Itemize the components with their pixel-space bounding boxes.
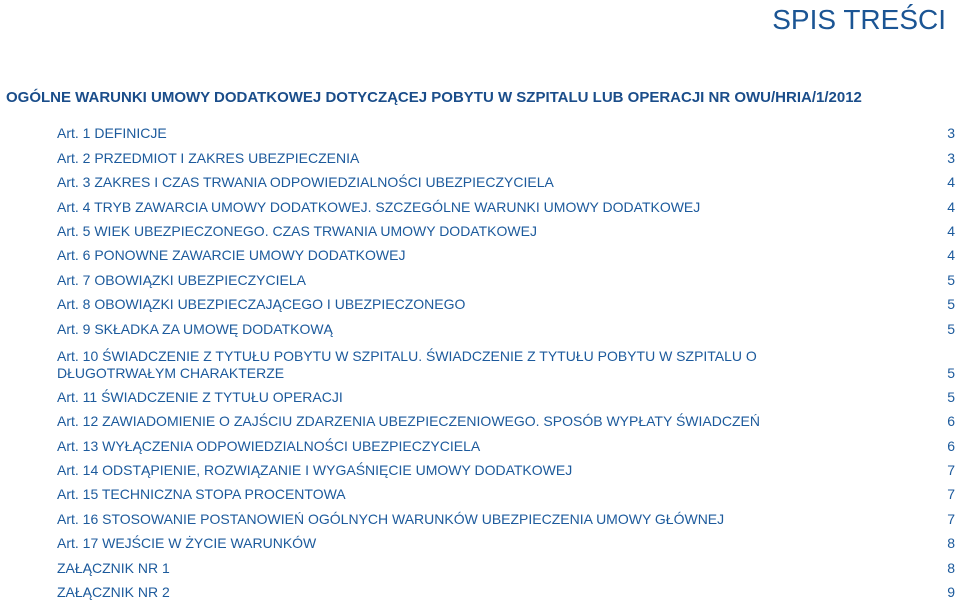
toc-entry-label: Art. 17 WEJŚCIE W ŻYCIE WARUNKÓW	[57, 535, 317, 552]
toc-entry-page: 4	[947, 222, 955, 239]
toc-entry-art-4[interactable]	[57, 194, 955, 218]
toc-entry-art-6[interactable]	[57, 243, 955, 267]
toc-entry-label: Art. 2 PRZEDMIOT I ZAKRES UBEZPIECZENIA	[57, 149, 360, 166]
toc-entry-page: 8	[947, 559, 955, 576]
toc-entry-page: 7	[947, 462, 955, 479]
section-heading: OGÓLNE WARUNKI UMOWY DODATKOWEJ DOTYCZĄCEJ POBYTU W SZPITALU LUB OPERACJI NR OWU/HRIA/1/2012	[6, 89, 862, 106]
toc-entry-label: ZAŁĄCZNIK NR 1	[57, 559, 170, 576]
toc-entry-page: 3	[947, 125, 955, 142]
toc-entry-page: 6	[947, 437, 955, 454]
toc-entry-page: 8	[947, 535, 955, 552]
toc-entry-page: 7	[947, 486, 955, 503]
toc-entry-label: Art. 5 WIEK UBEZPIECZONEGO. CZAS TRWANIA UMOWY DODATKOWEJ	[57, 222, 537, 239]
toc-entry-art-17[interactable]	[57, 531, 955, 555]
toc-entry-art-14[interactable]	[57, 458, 955, 482]
toc-entry-label: Art. 1 DEFINICJE	[57, 125, 167, 142]
toc-entry-art-5[interactable]	[57, 219, 955, 243]
toc-entry-art-16[interactable]	[57, 506, 955, 530]
toc-entry-label: Art. 15 TECHNICZNA STOPA PROCENTOWA	[57, 486, 346, 503]
toc-entry-label: Art. 13 WYŁĄCZENIA ODPOWIEDZIALNOŚCI UBEZPIECZYCIELA	[57, 437, 481, 454]
toc-entry-art-7[interactable]	[57, 267, 955, 291]
toc-entry-art-12[interactable]	[57, 409, 955, 433]
toc-entry-page: 5	[947, 364, 955, 381]
toc-entry-page: 7	[947, 510, 955, 527]
toc-entry-art-1[interactable]	[57, 121, 955, 145]
toc-entry-label: Art. 9 SKŁADKA ZA UMOWĘ DODATKOWĄ	[57, 320, 333, 337]
toc-entry-page: 4	[947, 247, 955, 264]
toc-entry-page: 5	[947, 388, 955, 405]
toc-entry-label: Art. 12 ZAWIADOMIENIE O ZAJŚCIU ZDARZENIA UBEZPIECZENIOWEGO. SPOSÓB WYPŁATY ŚWIADCZEŃ	[57, 413, 760, 430]
toc-entry-page: 6	[947, 413, 955, 430]
toc-entry-page: 5	[947, 296, 955, 313]
table-of-contents	[57, 121, 955, 604]
toc-entry-label: Art. 6 PONOWNE ZAWARCIE UMOWY DODATKOWEJ	[57, 247, 406, 264]
toc-entry-annex-2[interactable]	[57, 580, 955, 604]
toc-entry-label: Art. 16 STOSOWANIE POSTANOWIEŃ OGÓLNYCH WARUNKÓW UBEZPIECZENIA UMOWY GŁÓWNEJ	[57, 510, 725, 527]
toc-entry-label: Art. 10 ŚWIADCZENIE Z TYTUŁU POBYTU W SZPITALU. ŚWIADCZENIE Z TYTUŁU POBYTU W SZPITALU O DŁUGOTRWAŁYM CHARAKTERZE	[57, 347, 757, 381]
toc-entry-art-8[interactable]	[57, 292, 955, 316]
toc-entry-art-13[interactable]	[57, 433, 955, 457]
toc-entry-page: 4	[947, 198, 955, 215]
toc-entry-art-2[interactable]	[57, 145, 955, 169]
toc-entry-label: Art. 3 ZAKRES I CZAS TRWANIA ODPOWIEDZIALNOŚCI UBEZPIECZYCIELA	[57, 174, 554, 191]
toc-entry-label: Art. 4 TRYB ZAWARCIA UMOWY DODATKOWEJ. SZCZEGÓLNE WARUNKI UMOWY DODATKOWEJ	[57, 198, 701, 215]
toc-entry-label: Art. 7 OBOWIĄZKI UBEZPIECZYCIELA	[57, 271, 306, 288]
toc-entry-page: 3	[947, 149, 955, 166]
toc-entry-label: Art. 14 ODSTĄPIENIE, ROZWIĄZANIE I WYGAŚNIĘCIE UMOWY DODATKOWEJ	[57, 462, 573, 479]
page-title: SPIS TREŚCI	[772, 4, 946, 35]
toc-entry-art-11[interactable]	[57, 385, 955, 409]
toc-entry-art-15[interactable]	[57, 482, 955, 506]
toc-entry-page: 4	[947, 174, 955, 191]
toc-entry-annex-1[interactable]	[57, 555, 955, 579]
toc-entry-art-3[interactable]	[57, 170, 955, 194]
toc-entry-label: ZAŁĄCZNIK NR 2	[57, 584, 170, 601]
toc-entry-page: 9	[947, 584, 955, 601]
toc-entry-page: 5	[947, 320, 955, 337]
toc-entry-page: 5	[947, 271, 955, 288]
toc-entry-art-10[interactable]	[57, 341, 955, 385]
toc-entry-art-9[interactable]	[57, 316, 955, 340]
toc-entry-label: Art. 11 ŚWIADCZENIE Z TYTUŁU OPERACJI	[57, 388, 343, 405]
toc-entry-label: Art. 8 OBOWIĄZKI UBEZPIECZAJĄCEGO I UBEZPIECZONEGO	[57, 296, 466, 313]
